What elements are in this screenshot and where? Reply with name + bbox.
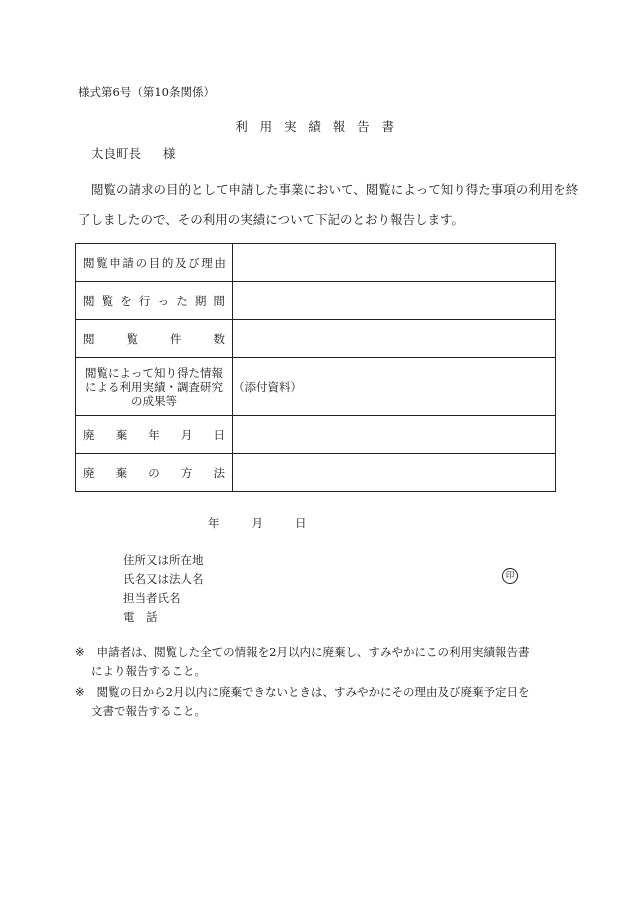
table-row xyxy=(76,320,556,358)
label-char: 行 xyxy=(138,293,151,308)
row-value-disposal-method[interactable] xyxy=(233,454,556,492)
row-value-disposal-date[interactable] xyxy=(233,416,556,454)
addressee-honorific: 様 xyxy=(163,146,176,161)
date-month: 月 xyxy=(251,516,263,530)
label-char: 件 xyxy=(170,331,182,346)
label-char: 日 xyxy=(213,427,225,442)
row-value-results[interactable]: （添付資料） xyxy=(233,358,556,416)
row-label-results xyxy=(76,358,233,416)
label-char: 棄 xyxy=(115,427,128,442)
date-day: 日 xyxy=(295,516,307,530)
label-char: 目 xyxy=(148,255,161,270)
label-char: 廃 xyxy=(83,427,95,442)
table-row xyxy=(76,282,556,320)
table-row xyxy=(76,454,556,492)
date-line xyxy=(208,515,339,531)
label-char: 期 xyxy=(194,293,207,308)
label-char: 申 xyxy=(109,255,121,270)
label-char: の xyxy=(135,255,148,270)
row-label-text xyxy=(76,255,232,271)
row-label-line: による利用実績・調査研究 xyxy=(85,379,223,394)
row-label-count xyxy=(76,320,233,358)
document-title: 利用実績報告書 xyxy=(235,119,406,134)
date-year: 年 xyxy=(208,516,220,530)
note-1 xyxy=(75,644,529,660)
label-char: 廃 xyxy=(83,465,95,480)
note-2-line-2: 文書で報告すること。 xyxy=(91,704,206,718)
signature-name-label: 氏名又は法人名 xyxy=(123,572,204,586)
row-value-purpose[interactable] xyxy=(233,244,556,282)
label-char: 由 xyxy=(214,255,226,270)
row-label-text xyxy=(76,293,232,309)
label-char: 覧 xyxy=(126,331,138,346)
label-char: た xyxy=(176,293,188,308)
label-char: 間 xyxy=(213,293,225,308)
note-2 xyxy=(75,684,529,700)
row-label-line: の成果等 xyxy=(131,393,177,408)
note-mark: ※ xyxy=(75,645,85,659)
report-table xyxy=(75,243,556,492)
label-char: 方 xyxy=(180,465,193,480)
addressee-name: 太良町長 xyxy=(91,146,142,161)
row-label-period xyxy=(76,282,233,320)
row-label-text xyxy=(76,465,232,481)
label-char: 閲 xyxy=(83,331,95,346)
row-value-count[interactable] xyxy=(233,320,556,358)
note-1-line-1: 申請者は、閲覧した全ての情報を2月以内に廃棄し、すみやかにこの利用実績報告書 xyxy=(96,645,530,659)
signature-phone-label: 電 話 xyxy=(123,610,158,624)
row-label-text xyxy=(76,427,232,443)
label-char: 年 xyxy=(148,427,160,442)
label-char: び xyxy=(188,255,200,270)
note-mark: ※ xyxy=(75,685,85,699)
label-char: 数 xyxy=(213,331,225,346)
body-text-line-2: 了しましたので、その利用の実績について下記のとおり報告します。 xyxy=(78,212,465,227)
label-char: 及 xyxy=(174,255,187,270)
table-row xyxy=(76,416,556,454)
label-char: 覧 xyxy=(101,293,114,308)
label-char: 閲 xyxy=(83,293,95,308)
signature-person-label: 担当者氏名 xyxy=(123,591,181,605)
note-2-line-1: 閲覧の日から2月以内に廃棄できないときは、すみやかにその理由及び廃棄予定日を xyxy=(96,685,530,699)
row-value-period[interactable] xyxy=(233,282,556,320)
row-label-disposal-date xyxy=(76,416,233,454)
label-char: 請 xyxy=(122,255,134,270)
label-char: 閲 xyxy=(83,255,95,270)
label-char: 月 xyxy=(180,427,193,442)
row-label-line: 閲覧によって知り得た情報 xyxy=(85,365,223,380)
label-char: の xyxy=(148,465,160,480)
row-label-disposal-method xyxy=(76,454,233,492)
note-1-line-2: により報告すること。 xyxy=(91,664,206,678)
label-char: っ xyxy=(157,293,170,308)
signature-address-label: 住所又は所在地 xyxy=(123,553,204,567)
form-number: 様式第6号（第10条関係） xyxy=(78,85,215,99)
row-label-purpose xyxy=(76,244,233,282)
table-row xyxy=(76,244,556,282)
table-row xyxy=(76,358,556,416)
label-char: 棄 xyxy=(115,465,128,480)
body-text-line-1: 閲覧の請求の目的として申請した事業において、閲覧によって知り得た事項の利用を終 xyxy=(91,182,579,197)
label-char: 覧 xyxy=(96,255,108,270)
label-char: 理 xyxy=(201,255,213,270)
label-char: 法 xyxy=(213,465,225,480)
label-char: 的 xyxy=(161,255,174,270)
seal-icon: 印 xyxy=(502,568,518,584)
label-char: を xyxy=(120,293,132,308)
row-label-text xyxy=(76,331,232,347)
addressee xyxy=(91,144,176,162)
